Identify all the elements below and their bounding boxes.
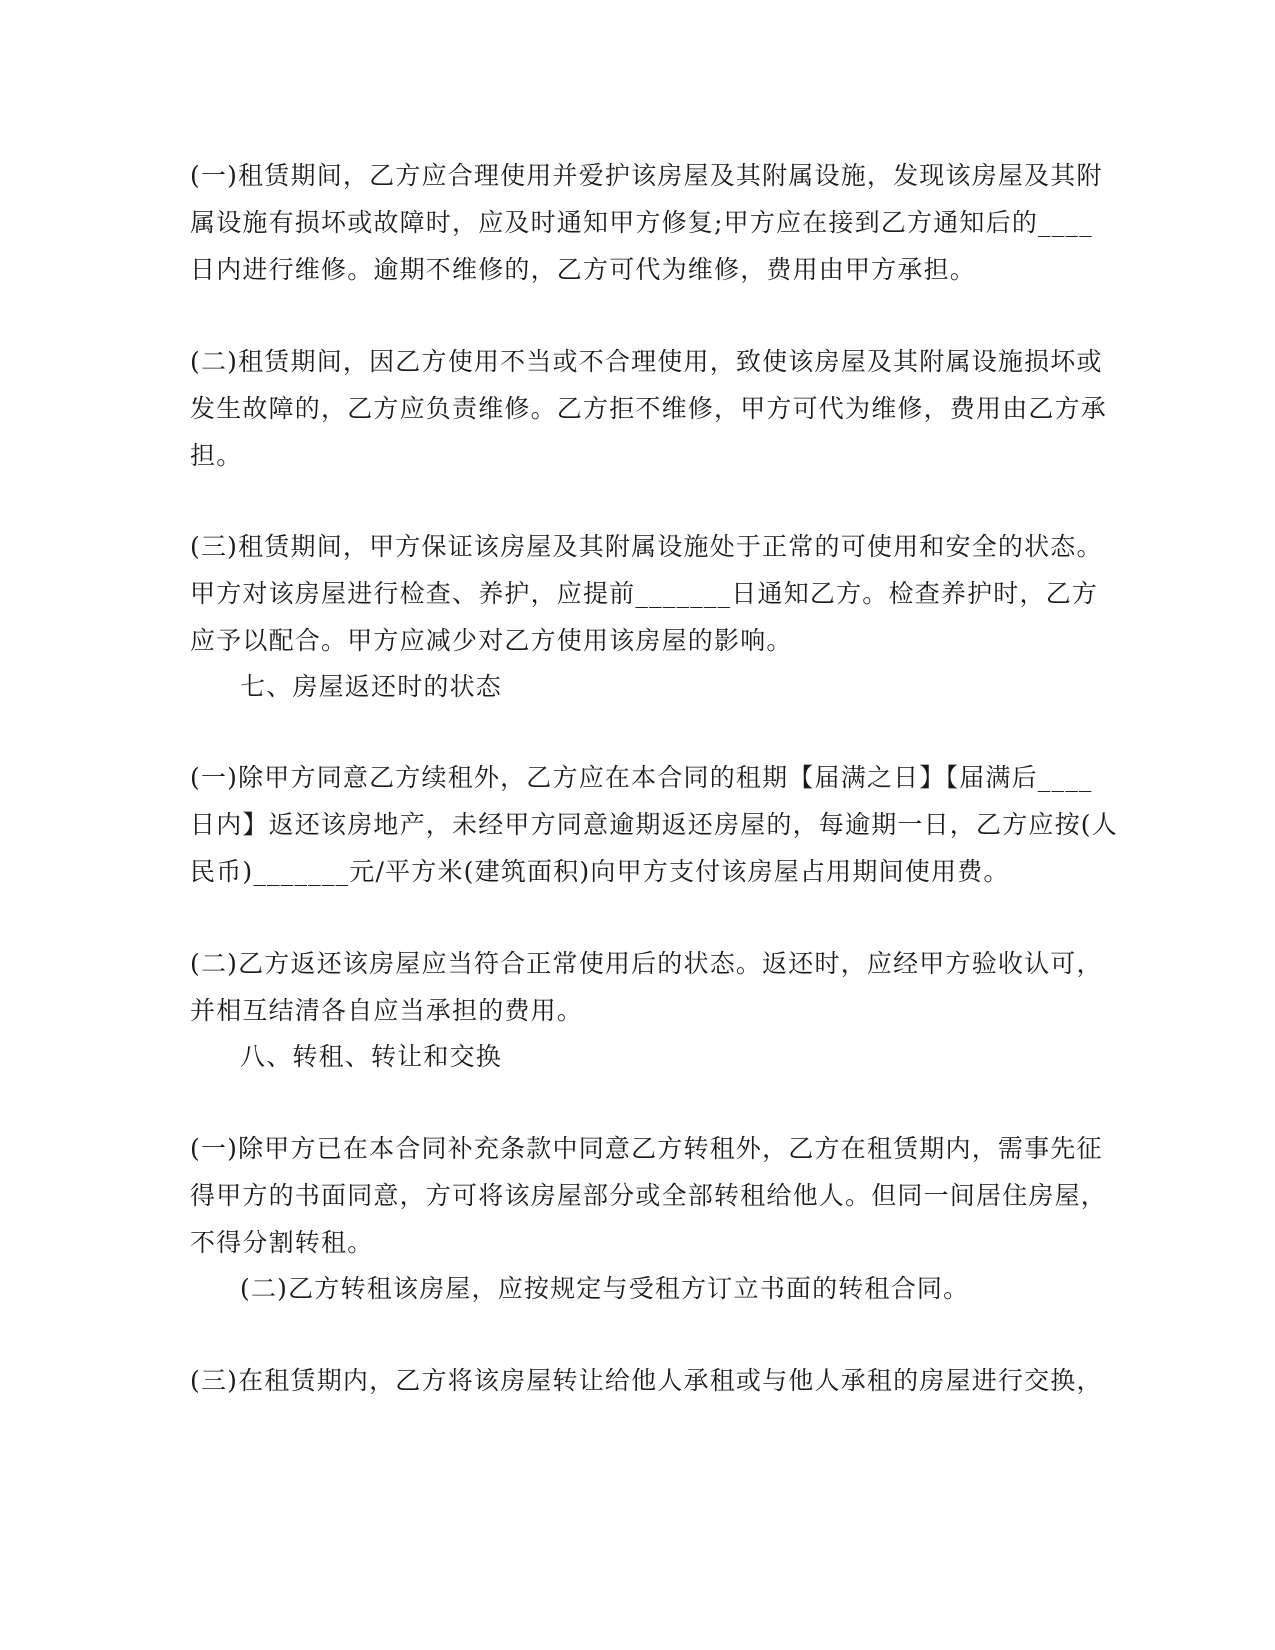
clause-8-3 [190, 1357, 1103, 1404]
clause-7-2 [190, 940, 1103, 1034]
clause-7-1 [190, 754, 1118, 895]
text-line: 日内】返还该房地产，未经甲方同意逾期返还房屋的，每逾期一日，乙方应按(人 [190, 810, 1118, 839]
text-line: 日内进行维修。逾期不维修的，乙方可代为维修，费用由甲方承担。 [190, 255, 977, 284]
text-line: (一)除甲方同意乙方续租外，乙方应在本合同的租期【届满之日】【届满后____ [190, 763, 1093, 792]
text-line: 民币)_______元/平方米(建筑面积)向甲方支付该房屋占用期间使用费。 [190, 857, 1010, 886]
clause-6-1 [190, 152, 1103, 293]
text-line: 发生故障的，乙方应负责维修。乙方拒不维修，甲方可代为维修，费用由乙方承 [190, 394, 1108, 423]
text-line: 担。 [190, 441, 243, 470]
text-line: 应予以配合。甲方应减少对乙方使用该房屋的影响。 [190, 626, 793, 655]
clause-6-2 [190, 338, 1108, 479]
clause-8-2: (二)乙方转租该房屋，应按规定与受租方订立书面的转租合同。 [240, 1274, 970, 1303]
text-line: 得甲方的书面同意，方可将该房屋部分或全部转租给他人。但同一间居住房屋， [190, 1181, 1108, 1210]
text-line: 属设施有损坏或故障时，应及时通知甲方修复;甲方应在接到乙方通知后的____ [190, 208, 1093, 237]
text-line: (三)租赁期间，甲方保证该房屋及其附属设施处于正常的可使用和安全的状态。 [190, 532, 1103, 561]
text-line: (二)乙方返还该房屋应当符合正常使用后的状态。返还时，应经甲方验收认可， [190, 949, 1103, 978]
text-line: 并相互结清各自应当承担的费用。 [190, 996, 584, 1025]
text-line: 甲方对该房屋进行检查、养护，应提前_______日通知乙方。检查养护时，乙方 [190, 579, 1099, 608]
clause-6-3 [190, 523, 1103, 664]
text-line: (一)除甲方已在本合同补充条款中同意乙方转租外，乙方在租赁期内，需事先征 [190, 1134, 1103, 1163]
section-7-heading: 七、房屋返还时的状态 [240, 672, 503, 701]
clause-8-1 [190, 1125, 1108, 1266]
text-line: 不得分割转租。 [190, 1228, 374, 1257]
text-line: (二)租赁期间，因乙方使用不当或不合理使用，致使该房屋及其附属设施损坏或 [190, 347, 1103, 376]
text-line: (三)在租赁期内，乙方将该房屋转让给他人承租或与他人承租的房屋进行交换， [190, 1366, 1103, 1395]
text-line: (一)租赁期间，乙方应合理使用并爱护该房屋及其附属设施，发现该房屋及其附 [190, 161, 1103, 190]
section-8-heading: 八、转租、转让和交换 [240, 1042, 503, 1071]
